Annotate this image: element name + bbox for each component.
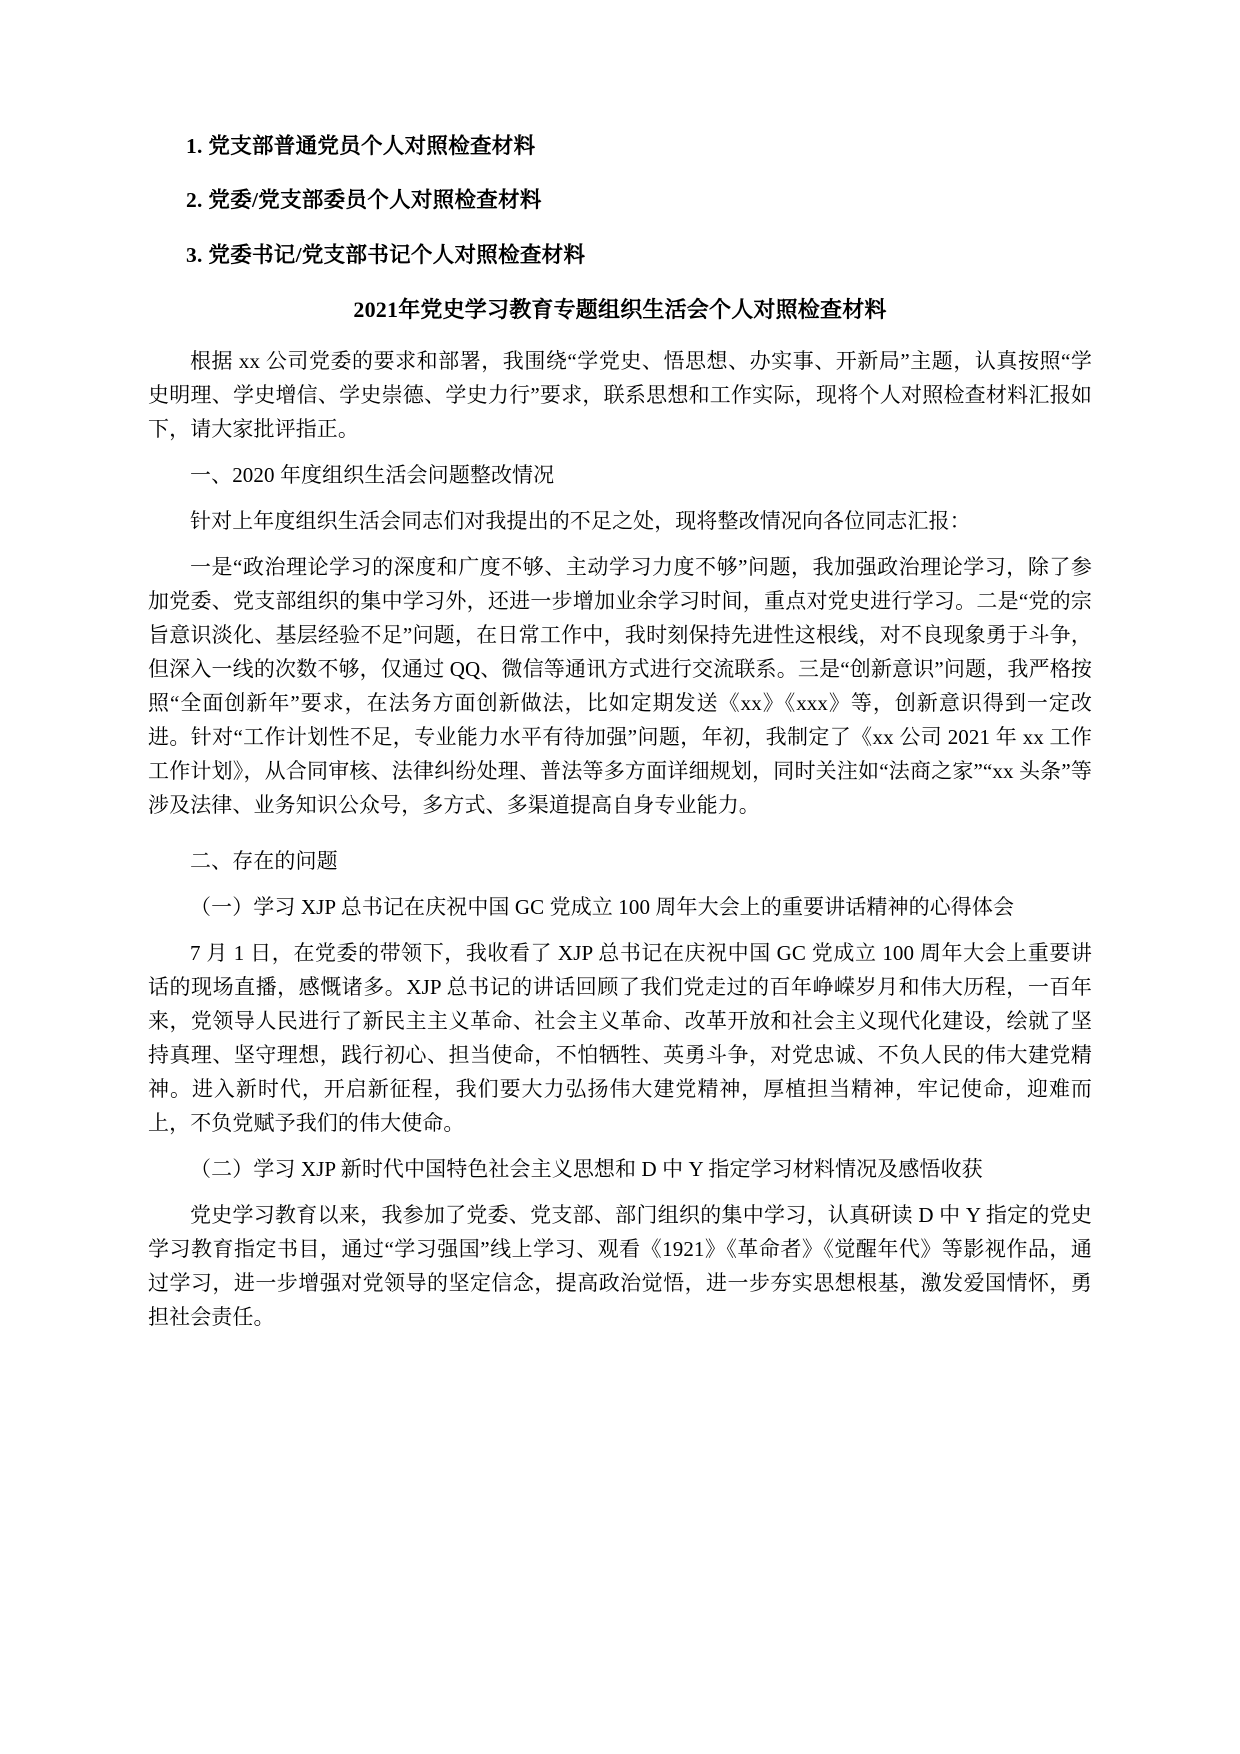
page-title: 2021年党史学习教育专题组织生活会个人对照检查材料 — [353, 296, 887, 322]
paragraph-rectification-detail: 一是“政治理论学习的深度和广度不够、主动学习力度不够”问题，我加强政治理论学习，除了参加党委、党支部组织的集中学习外，还进一步增加业余学习时间，重点对党史进行学习。二是“党的宗旨意识淡化、基层经验不足”问题，在日常工作中，我时刻保持先进性这根线，对不良现象勇于斗争，但深入一线的次数不够，仅通过 QQ、微信等通讯方式进行交流联系。三是“创新意识”问题，我严格按照“全面创新年”要求，在法务方面创新做法，比如定期发送《xx》《xxx》等，创新意识得到一定改进。针对“工作计划性不足，专业能力水平有待加强”问题，年初，我制定了《xx 公司 2021 年 xx 工作工作计划》，从合同审核、法律纠纷处理、普法等多方面详细规划，同时关注如“法商之家”“xx 头条”等涉及法律、业务知识公众号，多方式、多渠道提高自身专业能力。 — [148, 554, 1092, 817]
toc-item-2: 2. 党委/党支部委员个人对照检查材料 — [186, 188, 542, 213]
section-heading-1: 一、2020 年度组织生活会问题整改情况 — [190, 462, 555, 487]
document-body — [148, 344, 1092, 1334]
paragraph-speech-reflection: 7 月 1 日，在党委的带领下，我收看了 XJP 总书记在庆祝中国 GC 党成立 100 周年大会上重要讲话的现场直播，感慨诸多。XJP 总书记的讲话回顾了我们党走过的百年峥嵘岁月和伟大历程，一百年来，党领导人民进行了新民主主义革命、社会主义革命、改革开放和社会主义现代化建设，绘就了坚持真理、坚守理想，践行初心、担当使命，不怕牺牲、英勇斗争，对党忠诚、不负人民的伟大建党精神。进入新时代，开启新征程，我们要大力弘扬伟大建党精神，厚植担当精神，牢记使命，迎难而上，不负党赋予我们的伟大使命。 — [148, 940, 1092, 1136]
subsection-heading-1: （一）学习 XJP 总书记在庆祝中国 GC 党成立 100 周年大会上的重要讲话精神的心得体会 — [190, 894, 1015, 919]
table-of-contents — [148, 130, 1092, 271]
paragraph-intro: 根据 xx 公司党委的要求和部署，我围绕“学党史、悟思想、办实事、开新局”主题，认真按照“学史明理、学史增信、学史崇德、学史力行”要求，联系思想和工作实际，现将个人对照检查材料汇报如下，请大家批评指正。 — [148, 348, 1092, 441]
paragraph-spacer — [148, 834, 1092, 844]
toc-item-3: 3. 党委书记/党支部书记个人对照检查材料 — [186, 242, 586, 267]
section-heading-2: 二、存在的问题 — [190, 848, 338, 873]
paragraph-study-gains: 党史学习教育以来，我参加了党委、党支部、部门组织的集中学习，认真研读 D 中 Y 指定的党史学习教育指定书目，通过“学习强国”线上学习、观看《1921》《革命者》《觉醒年代》等影视作品，通过学习，进一步增强对党领导的坚定信念，提高政治觉悟，进一步夯实思想根基，激发爱国情怀，勇担社会责任。 — [148, 1203, 1092, 1330]
paragraph-rectification-intro: 针对上年度组织生活会同志们对我提出的不足之处，现将整改情况向各位同志汇报： — [190, 508, 971, 533]
toc-item-1: 1. 党支部普通党员个人对照检查材料 — [186, 134, 536, 158]
subsection-heading-2: （二）学习 XJP 新时代中国特色社会主义思想和 D 中 Y 指定学习材料情况及感悟收获 — [190, 1157, 983, 1182]
